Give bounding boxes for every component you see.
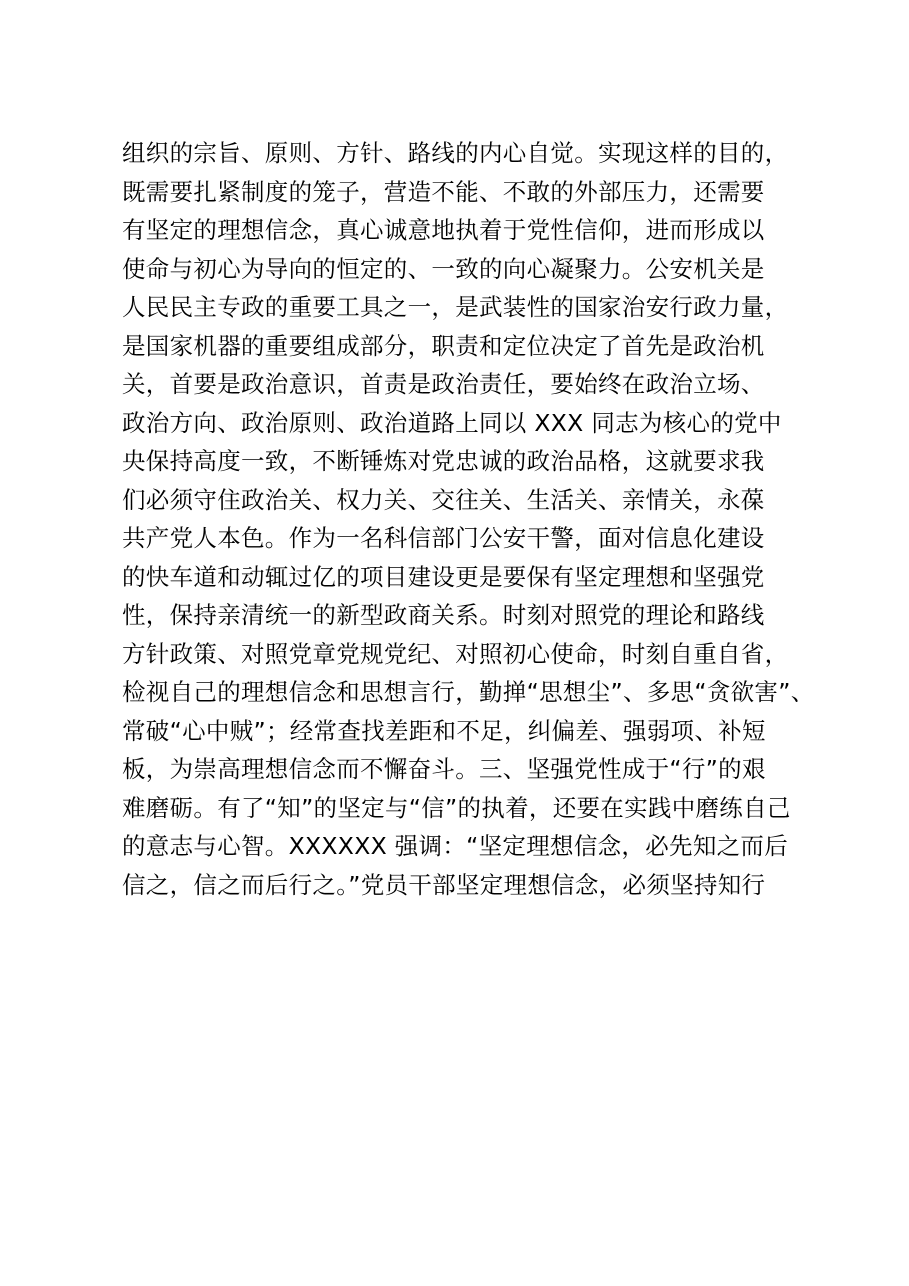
text-line: 政治方向、政治原则、政治道路上同以 XXX 同志为核心的党中	[122, 408, 782, 437]
text-line: 关，首要是政治意识，首责是政治责任，要始终在政治立场、	[122, 370, 765, 398]
text-line: 的意志与心智。XXXXXX 强调：“坚定理想信念，必先知之而后	[122, 832, 789, 860]
text-line: 信之，信之而后行之。”党员干部坚定理想信念，必须坚持知行	[122, 870, 766, 899]
text-line: 们必须守住政治关、权力关、交往关、生活关、亲情关，永葆	[122, 485, 765, 514]
body-paragraph	[122, 134, 815, 904]
text-line: 检视自己的理想信念和思想言行，勤掸“思想尘”、多思“贪欲害”、	[122, 678, 815, 706]
text-line: 人民民主专政的重要工具之一，是武装性的国家治安行政力量，	[122, 293, 789, 321]
text-line: 的快车道和动辄过亿的项目建设更是要保有坚定理想和坚强党	[122, 562, 765, 591]
text-line: 方针政策、对照党章党规党纪、对照初心使命，时刻自重自省，	[122, 639, 789, 668]
text-line: 是国家机器的重要组成部分，职责和定位决定了首先是政治机	[122, 331, 765, 360]
text-line: 组织的宗旨、原则、方针、路线的内心自觉。实现这样的目的，	[122, 139, 789, 167]
text-line: 性，保持亲清统一的新型政商关系。时刻对照党的理论和路线	[122, 601, 765, 629]
text-line: 有坚定的理想信念，真心诚意地执着于党性信仰，进而形成以	[122, 216, 765, 244]
text-line: 常破“心中贼”；经常查找差距和不足，纠偏差、强弱项、补短	[122, 716, 766, 745]
text-line: 既需要扎紧制度的笼子，营造不能、不敢的外部压力，还需要	[122, 177, 765, 206]
text-line: 难磨砺。有了“知”的坚定与“信”的执着，还要在实践中磨练自己	[122, 793, 791, 822]
text-line: 央保持高度一致，不断锤炼对党忠诚的政治品格，这就要求我	[122, 447, 765, 475]
text-line: 使命与初心为导向的恒定的、一致的向心凝聚力。公安机关是	[122, 254, 765, 283]
text-line: 板，为崇高理想信念而不懈奋斗。三、坚强党性成于“行”的艰	[122, 755, 766, 783]
text-line: 共产党人本色。作为一名科信部门公安干警，面对信息化建设	[122, 524, 765, 552]
